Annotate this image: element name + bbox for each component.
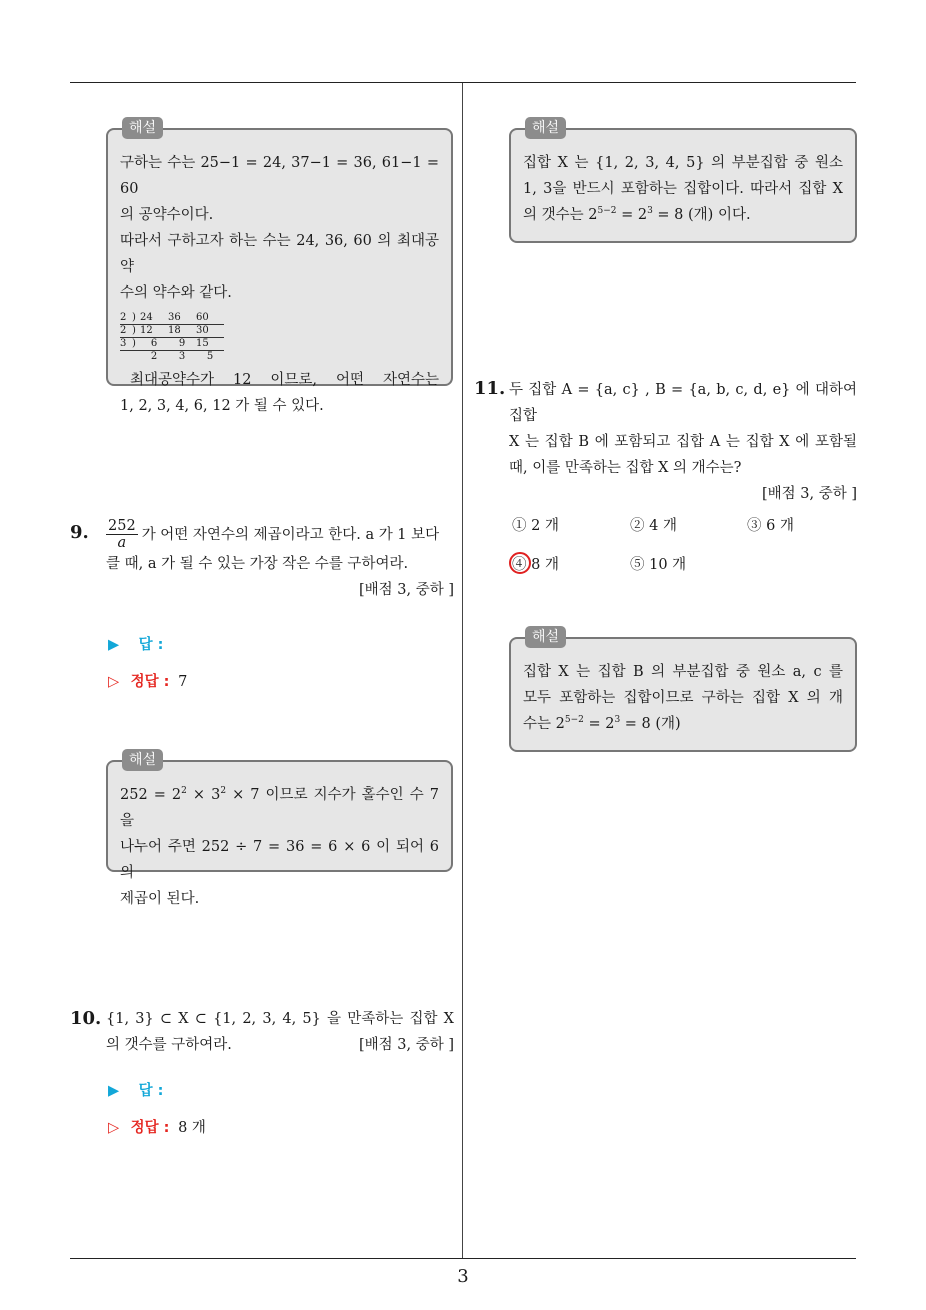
explanation-line: 집합 X 는 {1, 2, 3, 4, 5} 의 부분집합 중 원소 [523,155,843,171]
bracket: ) [132,312,136,323]
divisor: 3 [120,338,127,349]
explanation-line: 최대공약수가 12 이므로, 어떤 자연수는 [130,372,439,388]
question-text: 가 어떤 자연수의 제곱이라고 한다. a 가 1 보다 [141,526,440,543]
explanation-box-q10 [509,120,857,243]
division-value: 60 [196,312,209,323]
division-value: 36 [168,312,181,323]
explanation-line: 1, 3을 반드시 포함하는 집합이다. 따라서 집합 X [523,181,843,197]
answer-label: 답 : [138,1083,164,1099]
division-result: 2 [150,351,158,362]
answer-row [108,1080,163,1102]
correct-value: 8 개 [178,1120,206,1136]
outline-triangle-icon: ▷ [108,1120,120,1136]
outline-triangle-icon: ▷ [108,674,120,690]
correct-label: 정답 : [130,1120,170,1136]
question-9 [106,518,454,603]
division-value: 9 [178,338,186,349]
explanation-line: 의 갯수는 $2^{5-2} = 2^3 = 8$ (개) 이다. [523,206,751,223]
correct-value: 7 [178,674,188,690]
question-text: {1, 3} ⊂ X ⊂ {1, 2, 3, 4, 5} 을 만족하는 집합 X [106,1011,454,1027]
division-value: 24 [140,312,153,323]
explanation-line: 수의 약수와 같다. [120,285,232,301]
fraction [106,518,138,551]
question-11 [509,377,857,507]
bottom-rule [70,1258,856,1259]
explanation-tag: 해설 [525,626,566,648]
division-table [120,312,439,363]
explanation-line: 나누어 주면 252 ÷ 7 = 36 = 6 × 6 이 되어 6 의 [120,839,439,881]
correct-answer-row [108,671,187,693]
selected-circle-icon [509,552,531,574]
score-label: [배점 3, 중하 ] [358,582,454,598]
divisor: 2 [120,312,127,323]
top-rule [70,82,856,83]
explanation-box-q9 [106,752,453,907]
choice-5[interactable]: ⑤ 10 개 [630,557,687,573]
choice-1[interactable]: ① 2 개 [512,518,559,534]
divisor: 2 [120,325,127,336]
division-value: 6 [150,338,158,349]
column-divider [462,83,463,1258]
choice-4[interactable]: ④ 8 개 [512,557,559,573]
answer-label: 답 : [138,637,164,653]
question-text: 클 때, a 가 될 수 있는 가장 작은 수를 구하여라. [106,556,409,572]
explanation-line: 구하는 수는 25−1 = 24, 37−1 = 36, 61−1 = 60 [120,155,439,197]
division-result: 3 [178,351,186,362]
bracket: ) [132,338,136,349]
filled-triangle-icon: ▶ [108,637,120,653]
division-value: 12 [140,325,153,336]
explanation-line: 수는 $2^{5-2} = 2^3 = 8$ (개) [523,715,681,732]
explanation-line: 따라서 구하고자 하는 수는 24, 36, 60 의 최대공약 [120,233,439,275]
answer-row [108,634,163,656]
page-number: 3 [457,1266,469,1287]
score-label: [배점 3, 중하 ] [761,486,857,502]
fraction-numerator: 252 [108,518,136,534]
explanation-tag: 해설 [525,117,566,139]
question-text: X 는 집합 B 에 포함되고 집합 A 는 집합 X 에 포함될 [509,434,857,450]
division-value: 18 [168,325,181,336]
explanation-box-q11 [509,629,857,752]
division-result: 5 [206,351,214,362]
filled-triangle-icon: ▶ [108,1083,120,1099]
explanation-line: 모두 포함하는 집합이므로 구하는 집합 X 의 개 [523,690,843,706]
explanation-tag: 해설 [122,117,163,139]
explanation-line: 제곱이 된다. [120,891,200,907]
explanation-box-q8 [106,120,453,414]
question-number: 10. [70,1008,102,1029]
question-text: 두 집합 A = {a, c} , B = {a, b, c, d, e} 에 대하여 집합 [509,382,857,424]
explanation-tag: 해설 [122,749,163,771]
question-10 [106,1006,454,1058]
question-text: 의 갯수를 구하여라. [106,1037,232,1053]
division-value: 30 [196,325,209,336]
correct-answer-row [108,1117,206,1139]
score-label: [배점 3, 중하 ] [358,1037,454,1053]
division-value: 15 [196,338,209,349]
question-text: 때, 이를 만족하는 집합 X 의 개수는? [509,460,742,476]
bracket: ) [132,325,136,336]
explanation-line: 의 공약수이다. [120,207,214,223]
explanation-line: $252 = 2^2 \times 3^2 \times 7$ 이므로 지수가 홀수인 수 7 을 [120,786,439,829]
fraction-denominator: a [117,535,127,551]
choice-2[interactable]: ② 4 개 [630,518,677,534]
correct-label: 정답 : [130,674,170,690]
question-number: 9. [70,522,89,543]
choice-3[interactable]: ③ 6 개 [747,518,794,534]
explanation-line: 1, 2, 3, 4, 6, 12 가 될 수 있다. [120,398,324,414]
explanation-line: 집합 X 는 집합 B 의 부분집합 중 원소 a, c 를 [523,664,843,680]
question-number: 11. [474,378,506,399]
